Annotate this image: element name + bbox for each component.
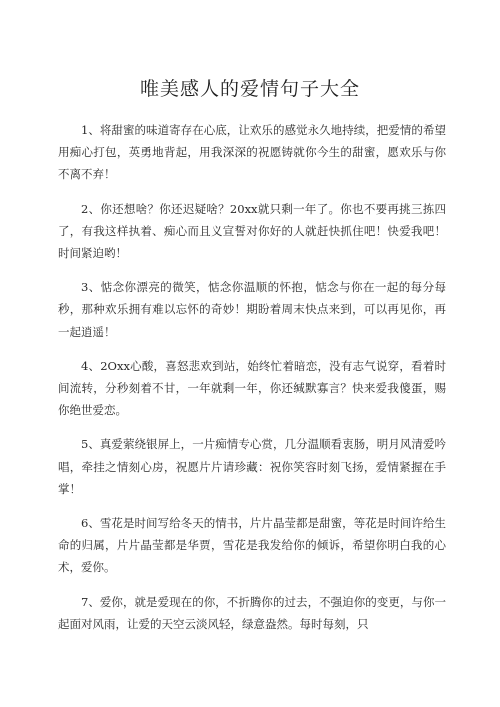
paragraph-6: 6、雪花是时间写给冬天的情书，片片晶莹都是甜蜜，等花是时间许给生命的归属，片片晶莹都是华贾，雪花是我发给你的倾诉，希望你明白我的心术，爱你。 <box>58 516 446 575</box>
paragraph-7: 7、爱你，就是爱现在的你，不折腾你的过去，不强迫你的变更，与你一起面对风雨，让爱的天空云淡风轻，绿意盎然。每时每刻，只 <box>58 594 446 631</box>
document-body <box>58 119 446 647</box>
paragraph-3: 3、惦念你漂亮的微笑，惦念你温顺的怀抱，惦念与你在一起的每分每秒，那种欢乐拥有难以忘怀的奇妙！期盼着周末快点来到，可以再见你，再一起逍遥！ <box>58 280 446 339</box>
paragraph-1: 1、将甜蜜的味道寄存在心底，让欢乐的感觉永久地持续，把爱情的希望用痴心打包，英勇地背起，用我深深的祝愿铸就你今生的甜蜜，愿欢乐与你不离不弃！ <box>58 123 446 182</box>
paragraph-4: 4、2Oxx心酸，喜怒悲欢到站，始终忙着暗恋，没有志气说穿，看着时间流转，分秒刻着不甘，一年就剩一年，你还缄默寡言？快来爱我傻蛋，赐你绝世爱恋。 <box>58 358 446 418</box>
paragraph-2: 2、你还想啥？你还迟疑啥？20xx就只剩一年了。你也不要再挑三拣四了，有我这样执着、痴心而且义宣誓对你好的人就赶快抓住吧！快爱我吧！时间紧迫哟！ <box>58 201 446 261</box>
document-title: 唯美感人的爱情句子大全 <box>139 78 360 100</box>
paragraph-5: 5、真爱萦绕银屏上，一片痴情专心赏，几分温顺看衷肠，明月风清爱吟唱，牵挂之情刻心房，祝愿片片请珍藏：祝你笑容时刻飞扬，爱情紧握在手掌！ <box>58 437 446 496</box>
